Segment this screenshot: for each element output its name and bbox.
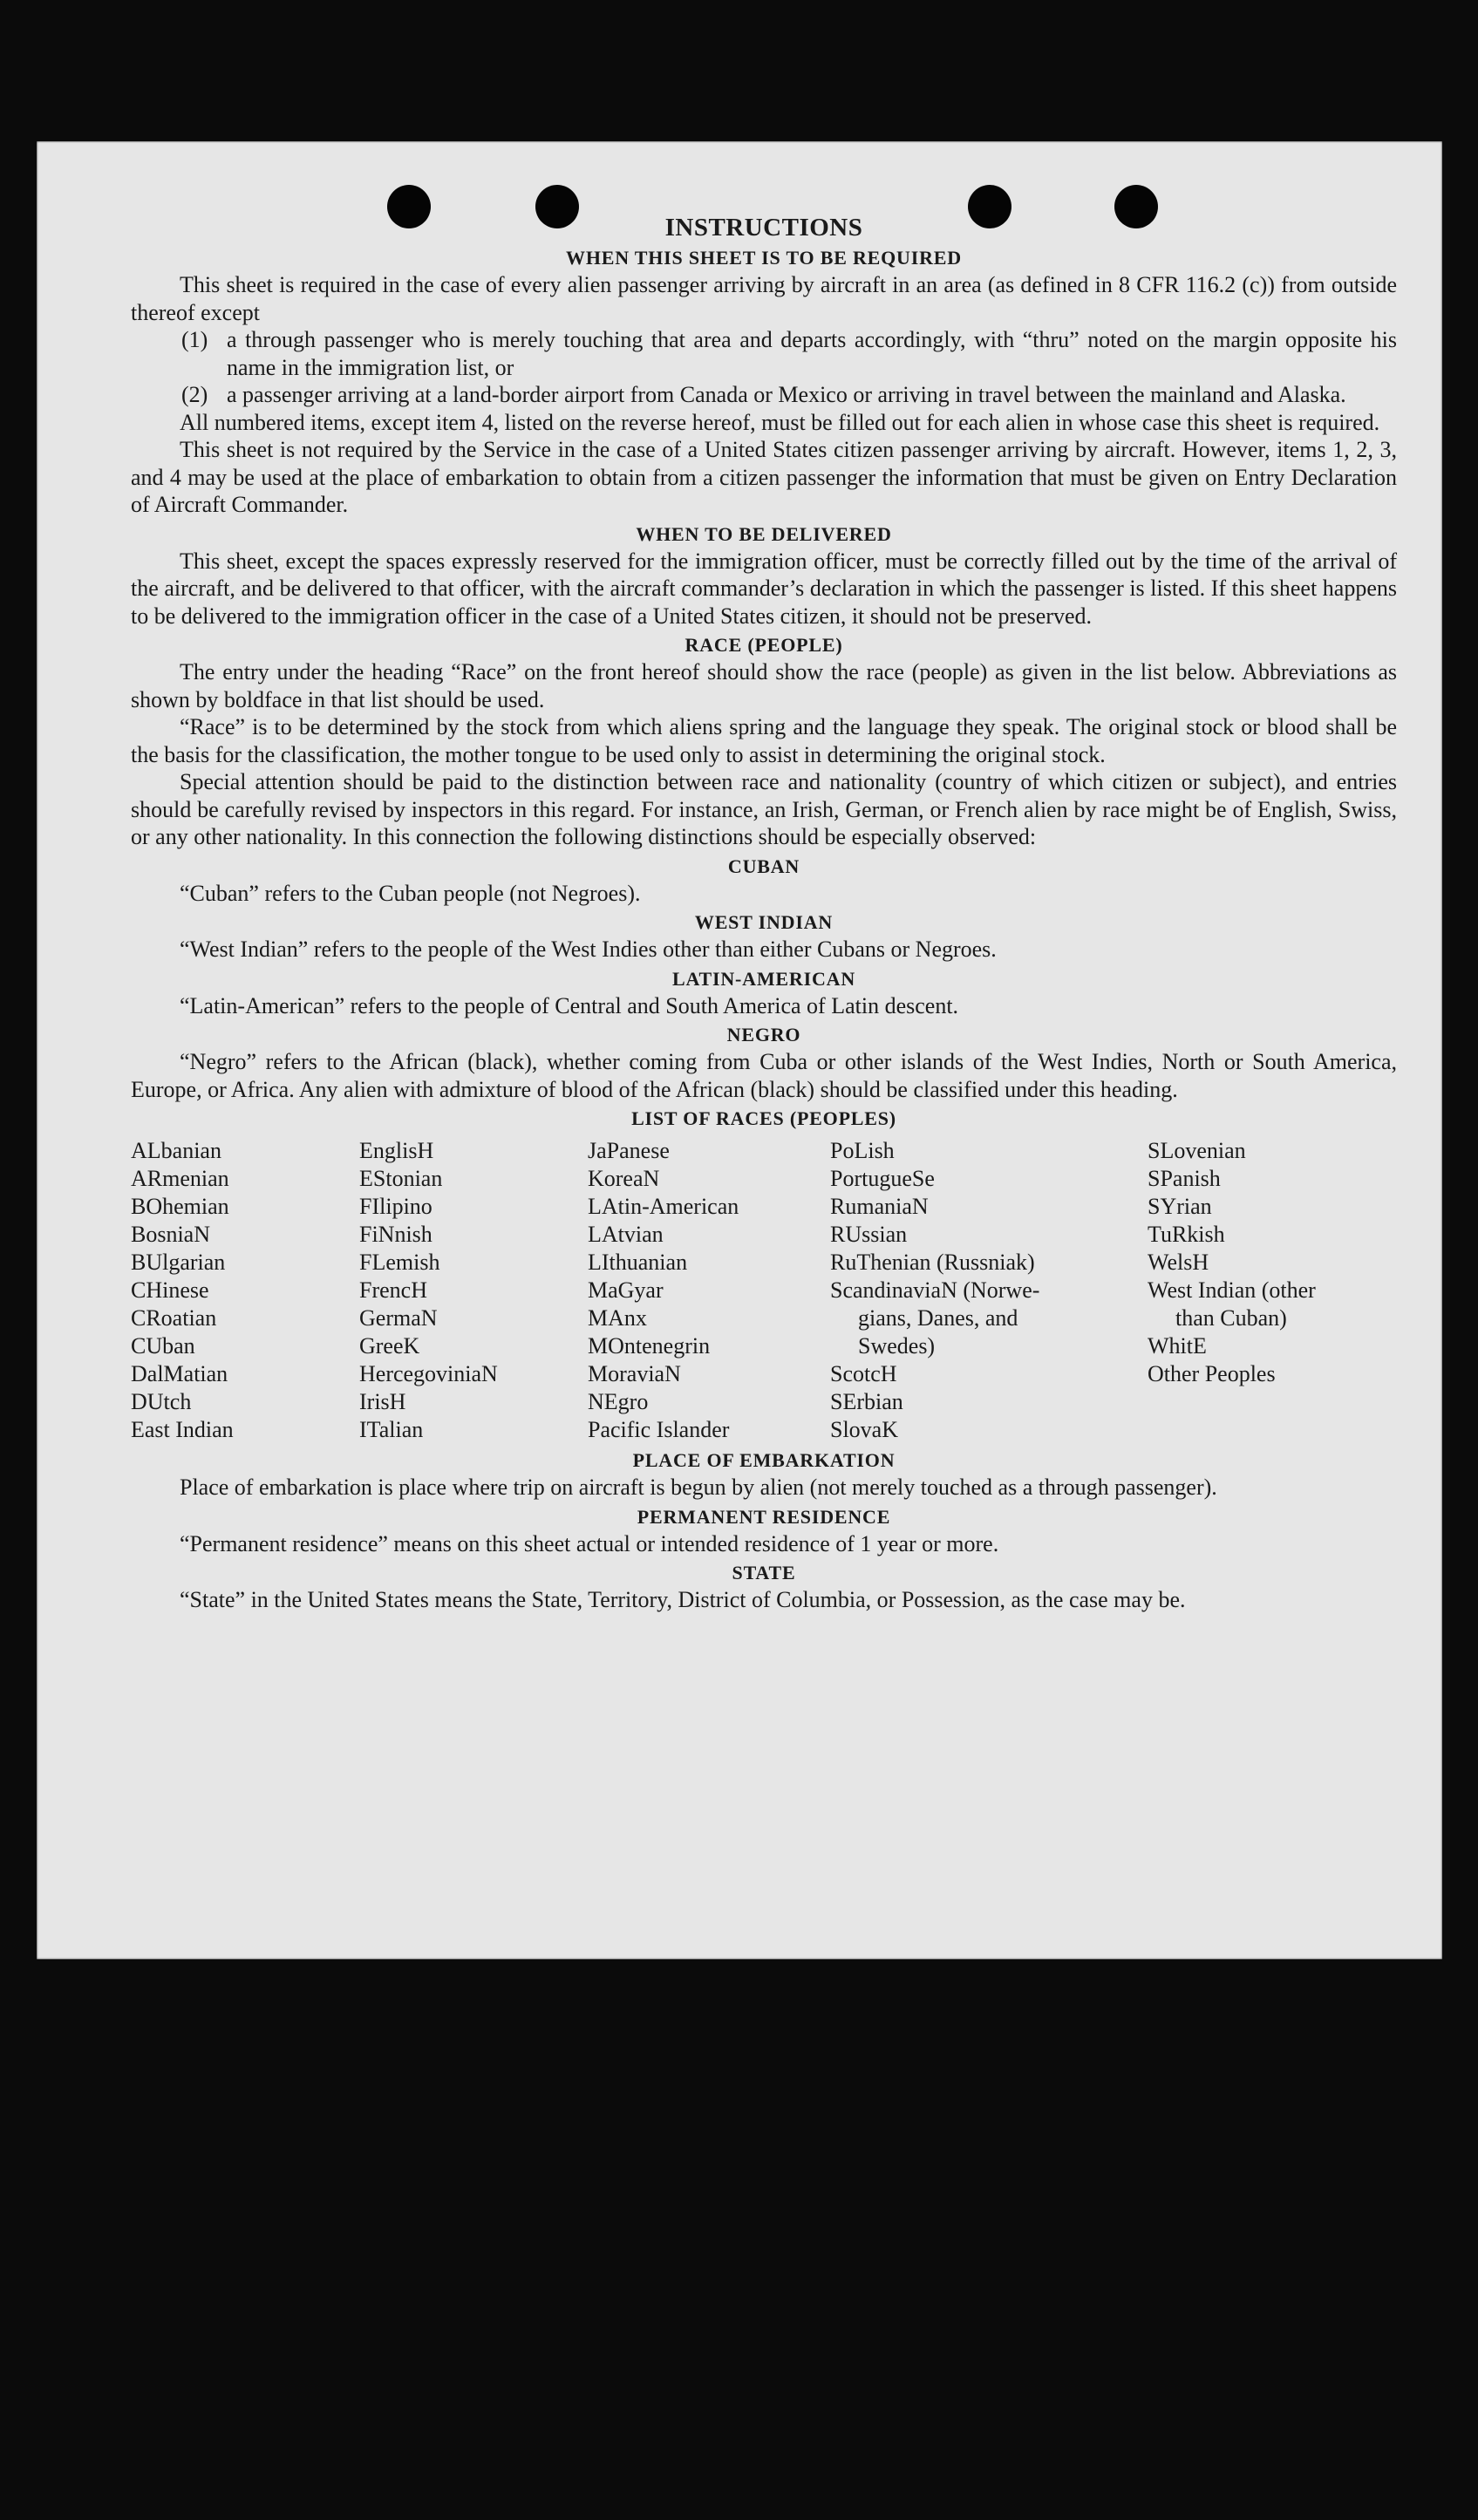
heading-negro: NEGRO [726,1024,801,1045]
paragraph: The entry under the heading “Race” on the front hereof should show the race (people) as given in the list below. Abbreviations as shown by boldface in that list should be used. [131,659,1397,712]
race-entry: RumaniaN [830,1194,929,1219]
paragraph: Special attention should be paid to the distinction between race and nationality (country of which citizen or subject), and entries should be carefully revised by inspectors in this regard. For instance, an Irish, German, or French alien by race might be of English, Swiss, or any other nationality. In this connection the following distinctions should be especially observed: [131,769,1397,849]
race-entry: LAtin-American [588,1194,739,1219]
races-column [1148,1137,1397,1444]
race-entry: BUlgarian [131,1250,226,1275]
race-entry: KoreaN [588,1166,660,1191]
race-entry: PortugueSe [830,1166,935,1191]
race-entry: ALbanian [131,1138,221,1163]
races-column [830,1137,1148,1444]
race-entry: RUssian [830,1222,908,1247]
race-entry: BosniaN [131,1222,210,1247]
heading-when-required: WHEN THIS SHEET IS TO BE REQUIRED [566,247,962,269]
heading-list-of-races: LIST OF RACES (PEOPLES) [631,1107,896,1129]
item-number: (2) [181,382,208,407]
paragraph: “West Indian” refers to the people of the West Indies other than either Cubans or Negroes. [180,936,997,962]
item-text: a passenger arriving at a land-border airport from Canada or Mexico or arriving in travel between the mainland and Alaska. [227,382,1346,407]
heading-state: STATE [732,1562,796,1584]
heading-permanent-residence: PERMANENT RESIDENCE [637,1505,891,1528]
paragraph: “Race” is to be determined by the stock from which aliens spring and the language they speak. The original stock or blood shall be the basis for the classification, the mother tongue to be used only to assist in determining the original stock. [131,714,1397,767]
list-item [131,326,1397,381]
paragraph: This sheet is required in the case of every alien passenger arriving by aircraft in an area (as defined in 8 CFR 116.2 (c)) from outside thereof except [131,272,1397,325]
race-entry: Other Peoples [1148,1361,1276,1386]
race-entry: FrencH [359,1277,427,1303]
document-sheet [37,141,1442,1959]
race-entry: IrisH [359,1389,406,1414]
races-list [131,1137,1397,1444]
paragraph: “State” in the United States means the State, Territory, District of Columbia, or Possession, as the case may be. [180,1587,1186,1612]
race-entry: RuThenian (Russniak) [830,1250,1035,1275]
race-entry: WelsH [1148,1250,1209,1275]
race-entry: ITalian [359,1417,424,1442]
heading-when-delivered: WHEN TO BE DELIVERED [636,522,892,545]
paragraph: “Latin-American” refers to the people of Central and South America of Latin descent. [180,992,959,1018]
race-entry: GreeK [359,1333,420,1359]
race-entry: SlovaK [830,1417,898,1442]
race-entry: LIthuanian [588,1250,688,1275]
race-entry: CRoatian [131,1305,217,1331]
race-entry: SErbian [830,1389,903,1414]
list-item [131,381,1397,409]
race-entry: MaGyar [588,1277,664,1303]
race-entry: East Indian [131,1417,234,1442]
document-body [131,213,1397,1614]
race-entry: CUban [131,1333,195,1359]
race-entry: NEgro [588,1389,649,1414]
race-entry: CHinese [131,1277,209,1303]
race-entry: ScotcH [830,1361,897,1386]
race-entry: WhitE [1148,1333,1207,1359]
race-entry: SPanish [1148,1166,1221,1191]
heading-race: RACE (PEOPLE) [685,634,843,656]
race-entry: FLemish [359,1250,440,1275]
heading-cuban: CUBAN [727,855,800,877]
race-entry: ARmenian [131,1166,229,1191]
race-entry: MOntenegrin [588,1333,711,1359]
race-entry: gians, Danes, and [858,1305,1018,1331]
race-entry: PoLish [830,1138,895,1163]
race-entry: HercegoviniaN [359,1361,498,1386]
races-column [131,1137,359,1444]
paragraph: “Cuban” refers to the Cuban people (not Negroes). [180,880,641,906]
page-title: INSTRUCTIONS [664,214,863,242]
heading-embarkation: PLACE OF EMBARKATION [632,1449,896,1471]
race-entry: DalMatian [131,1361,228,1386]
race-entry: Pacific Islander [588,1417,730,1442]
race-entry: MoraviaN [588,1361,681,1386]
race-entry: BOhemian [131,1194,229,1219]
race-entry: SYrian [1148,1194,1212,1219]
paragraph: This sheet is not required by the Service in the case of a United States citizen passenger arriving by aircraft. However, items 1, 2, 3, and 4 may be used at the place of embarkation to obtain from a citizen passenger the information that must be given on Entry Declaration of Aircraft Commander. [131,437,1397,517]
paragraph: “Negro” refers to the African (black), whether coming from Cuba or other islands of the West Indies, North or South America, Europe, or Africa. Any alien with admixture of blood of the African (black) should be classified under this heading. [131,1049,1397,1102]
item-text: a through passenger who is merely touching that area and departs accordingly, with “thru” noted on the margin opposite his name in the immigration list, or [227,327,1397,380]
race-entry: FIlipino [359,1194,433,1219]
paragraph: “Permanent residence” means on this sheet actual or intended residence of 1 year or more. [180,1530,999,1556]
race-entry: than Cuban) [1175,1305,1287,1331]
race-entry: EnglisH [359,1138,434,1163]
paragraph: All numbered items, except item 4, listed on the reverse hereof, must be filled out for each alien in whose case this sheet is required. [180,409,1380,435]
race-entry: TuRkish [1148,1222,1225,1247]
race-entry: JaPanese [588,1138,670,1163]
paragraph: Place of embarkation is place where trip on aircraft is begun by alien (not merely touched as a through passenger). [180,1475,1217,1500]
paragraph: This sheet, except the spaces expressly reserved for the immigration officer, must be correctly filled out by the time of the arrival of the aircraft, and be delivered to that officer, with the aircraft commander’s declaration in which the passenger is listed. If this sheet happens to be delivered to the immigration officer in the case of a United States citizen, it should not be preserved. [131,548,1397,629]
race-entry: MAnx [588,1305,647,1331]
race-entry: Swedes) [858,1333,936,1359]
race-entry: FiNnish [359,1222,433,1247]
race-entry: DUtch [131,1389,192,1414]
race-entry: SLovenian [1148,1138,1246,1163]
races-column [359,1137,588,1444]
race-entry: GermaN [359,1305,438,1331]
races-column [588,1137,830,1444]
heading-latin-american: LATIN-AMERICAN [671,967,856,990]
race-entry: West Indian (other [1148,1277,1316,1303]
race-entry: EStonian [359,1166,443,1191]
race-entry: LAtvian [588,1222,664,1247]
race-entry: ScandinaviaN (Norwe- [830,1277,1040,1303]
heading-west-indian: WEST INDIAN [694,911,834,933]
item-number: (1) [181,327,208,352]
